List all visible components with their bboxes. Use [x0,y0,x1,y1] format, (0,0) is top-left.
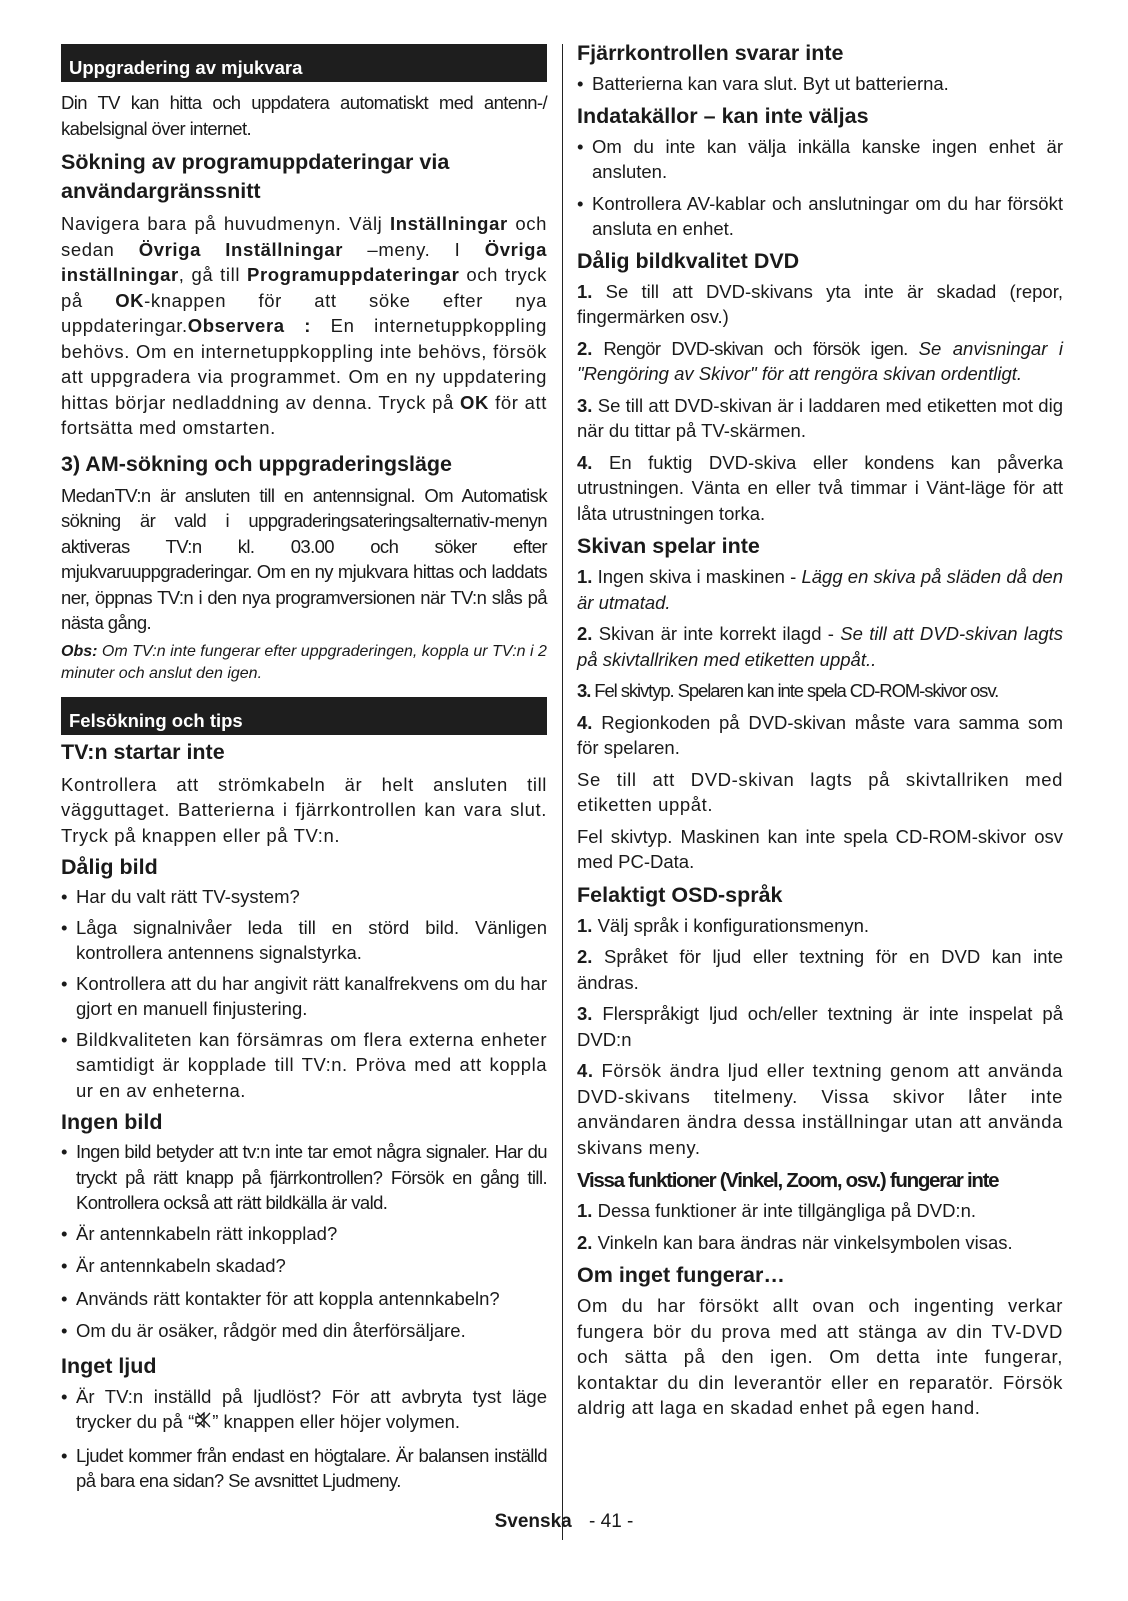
heading-input-sources: Indatakällor – kan inte väljas [577,103,869,128]
section-banner-troubleshooting: Felsökning och tips [61,697,547,735]
disc-type-paragraph: Fel skivtyp. Maskinen kan inte spela CD-ROM-skivor osv med PC-Data. [577,825,1063,872]
left-column [61,44,547,1494]
column-divider [562,44,563,1540]
list-item: • Kontrollera att du har angivit rätt kanalfrekvens om du har gjort en manuell finjustering. [61,971,547,1022]
upgrade-intro: Din TV kan hitta och uppdatera automatiskt med antenn-/ kabelsignal över internet. [61,92,547,139]
numbered-item: 4. Regionkoden på DVD-skivan måste vara samma som för spelaren. [577,711,1063,758]
heading-tv-no-start: TV:n startar inte [61,739,225,764]
input-list [577,134,1063,242]
heading-am-search: 3) AM-sökning och uppgraderingsläge [61,451,453,476]
heading-osd-language: Felaktigt OSD-språk [577,882,783,907]
right-column [577,41,1063,1421]
list-item: • Ljudet kommer från endast en högtalare. Är balansen inställd på bara ena sidan? Se avsnittet Ljudmeny. [61,1443,547,1494]
list-item: • Är TV:n inställd på ljudlöst? För att avbryta tyst läge trycker du på “ ” knappen eller höjer volymen. [61,1384,547,1437]
tv-no-start-paragraph: Kontrollera att strömkabeln är helt ansluten till vägguttaget. Batterierna i fjärrkontrollen kan vara slut. Tryck på knappen eller på TV:n. [61,773,547,846]
obs-note: Obs: Om TV:n inte fungerar efter uppgraderingen, koppla ur TV:n i 2 minuter och anslut den igen. [61,642,547,682]
am-paragraph: MedanTV:n är ansluten till en antennsignal. Om Automatisk sökning är vald i uppgraderingsateringsalternativ-menyn aktiveras TV:n kl. 03.00 och söker efter mjukvaruuppgraderingar. Om en ny mjukvara hittas och laddats ner, öppnas TV:n i den nya programversionen när TV:n slås på nästa gång. [61,484,547,633]
list-item: • Batterierna kan vara slut. Byt ut batterierna. [577,71,1063,97]
dvd-quality-list [577,279,1063,527]
footer-language: Svenska [494,1511,572,1532]
list-item: • Används rätt kontakter för att koppla antennkabeln? [61,1286,547,1312]
list-item: • Ingen bild betyder att tv:n inte tar emot några signaler. Har du tryckt på rätt knapp på fjärrkontrollen? Försök en gång till. Kontrollera också att rätt bildkälla är vald. [61,1139,547,1216]
numbered-item: 3. Fel skivtyp. Spelaren kan inte spela CD-ROM-skivor osv. [577,680,999,701]
list-item: • Om du är osäker, rådgör med din återförsäljare. [61,1318,547,1344]
heading-nothing-works: Om inget fungerar… [577,1263,785,1287]
list-item: • Har du valt rätt TV-system? [61,884,547,910]
heading-dvd-quality: Dålig bildkvalitet DVD [577,248,800,273]
search-paragraph: Navigera bara på huvudmenyn. Välj Inställningar och sedan Övriga Inställningar –meny. I Övriga inställningar, gå till Programuppdateringar och tryck på OK-knappen för att söke efter nya uppdateringar.Observera : En internetuppkoppling behövs. Om en internetuppkoppling inte behövs, försök att uppgradera via programmet. Om en ny uppdatering hittas börjar nedladdning av denna. Tryck på OK för att fortsätta med omstarten. [61,213,547,438]
numbered-item: 1. Se till att DVD-skivans yta inte är skadad (repor, fingermärken osv.) [577,280,1063,327]
remote-list [577,71,1063,97]
list-item: • Är antennkabeln skadad? [61,1253,547,1279]
numbered-item: 1. Dessa funktioner är inte tillgängliga på DVD:n. [577,1200,977,1221]
list-item: • Kontrollera AV-kablar och anslutningar om du har försökt ansluta en enhet. [577,191,1063,242]
numbered-item: 2. Språket för ljud eller textning för en DVD kan inte ändras. [577,946,1063,993]
heading-no-picture: Ingen bild [61,1110,163,1134]
heading-functions: Vissa funktioner (Vinkel, Zoom, osv.) fungerar inte [577,1169,999,1192]
page-number: - 41 - [589,1511,634,1532]
section-banner-upgrade: Uppgradering av mjukvara [61,44,547,82]
list-item: • Om du inte kan välja inkälla kanske ingen enhet är ansluten. [577,134,1063,185]
functions-list [577,1198,1063,1255]
heading-remote: Fjärrkontrollen svarar inte [577,41,844,65]
numbered-item: 1. Ingen skiva i maskinen - Lägg en skiva på släden då den är utmatad. [577,566,1063,613]
numbered-item: 2. Vinkeln kan bara ändras när vinkelsymbolen visas. [577,1231,1013,1253]
numbered-item: 4. Försök ändra ljud eller textning genom att använda DVD-skivans titelmeny. Vissa skivor låter inte användaren ändra dessa inställningar utan att använda skivans meny. [577,1060,1063,1158]
list-item: • Är antennkabeln rätt inkopplad? [61,1221,547,1247]
no-picture-list [61,1139,547,1344]
osd-list [577,913,1063,1161]
numbered-item: 2. Rengör DVD-skivan och försök igen. Se anvisningar i "Rengöring av Skivor" för att rengöra skivan ordentligt. [577,337,1063,384]
heading-bad-picture: Dålig bild [61,855,158,879]
numbered-item: 4. En fuktig DVD-skiva eller kondens kan påverka utrustningen. Vänta en eller två timmar i Vänt-läge för att låta utrustningen torka. [577,451,1063,524]
mute-icon [194,1411,212,1437]
no-sound-list [61,1384,547,1494]
disc-hint-paragraph: Se till att DVD-skivan lagts på skivtallriken med etiketten uppåt. [577,768,1063,815]
numbered-item: 3. Flerspråkigt ljud och/eller textning är inte inspelat på DVD:n [577,1003,1063,1050]
disc-not-playing-list [577,564,1063,875]
heading-no-sound: Inget ljud [61,1353,157,1378]
heading-disc-not-playing: Skivan spelar inte [577,534,760,558]
list-item: • Låga signalnivåer leda till en störd bild. Vänligen kontrollera antennens signalstyrka. [61,915,547,966]
numbered-item: 2. Skivan är inte korrekt ilagd - Se till att DVD-skivan lagts på skivtallriken med etiketten uppåt.. [577,623,1063,670]
heading-search-updates: Sökning av programuppdateringar via användargränssnitt [61,150,450,203]
list-item: • Bildkvaliteten kan försämras om flera externa enheter samtidigt är kopplade till TV:n. Pröva med att koppla ur en av enheterna. [61,1027,547,1104]
nothing-works-paragraph: Om du har försökt allt ovan och ingenting verkar fungera bör du prova med att stänga av din TV-DVD och sätta på den igen. Om detta inte fungerar, kontaktar du din leverantör eller en reparatör. Försök aldrig att laga en skadad enhet på egen hand. [577,1295,1063,1418]
numbered-item: 1. Välj språk i konfigurationsmenyn. [577,914,870,936]
numbered-item: 3. Se till att DVD-skivan är i laddaren med etiketten mot dig när du tittar på TV-skärmen. [577,394,1063,441]
bad-picture-list [61,884,547,1103]
page-footer [0,1511,1128,1533]
